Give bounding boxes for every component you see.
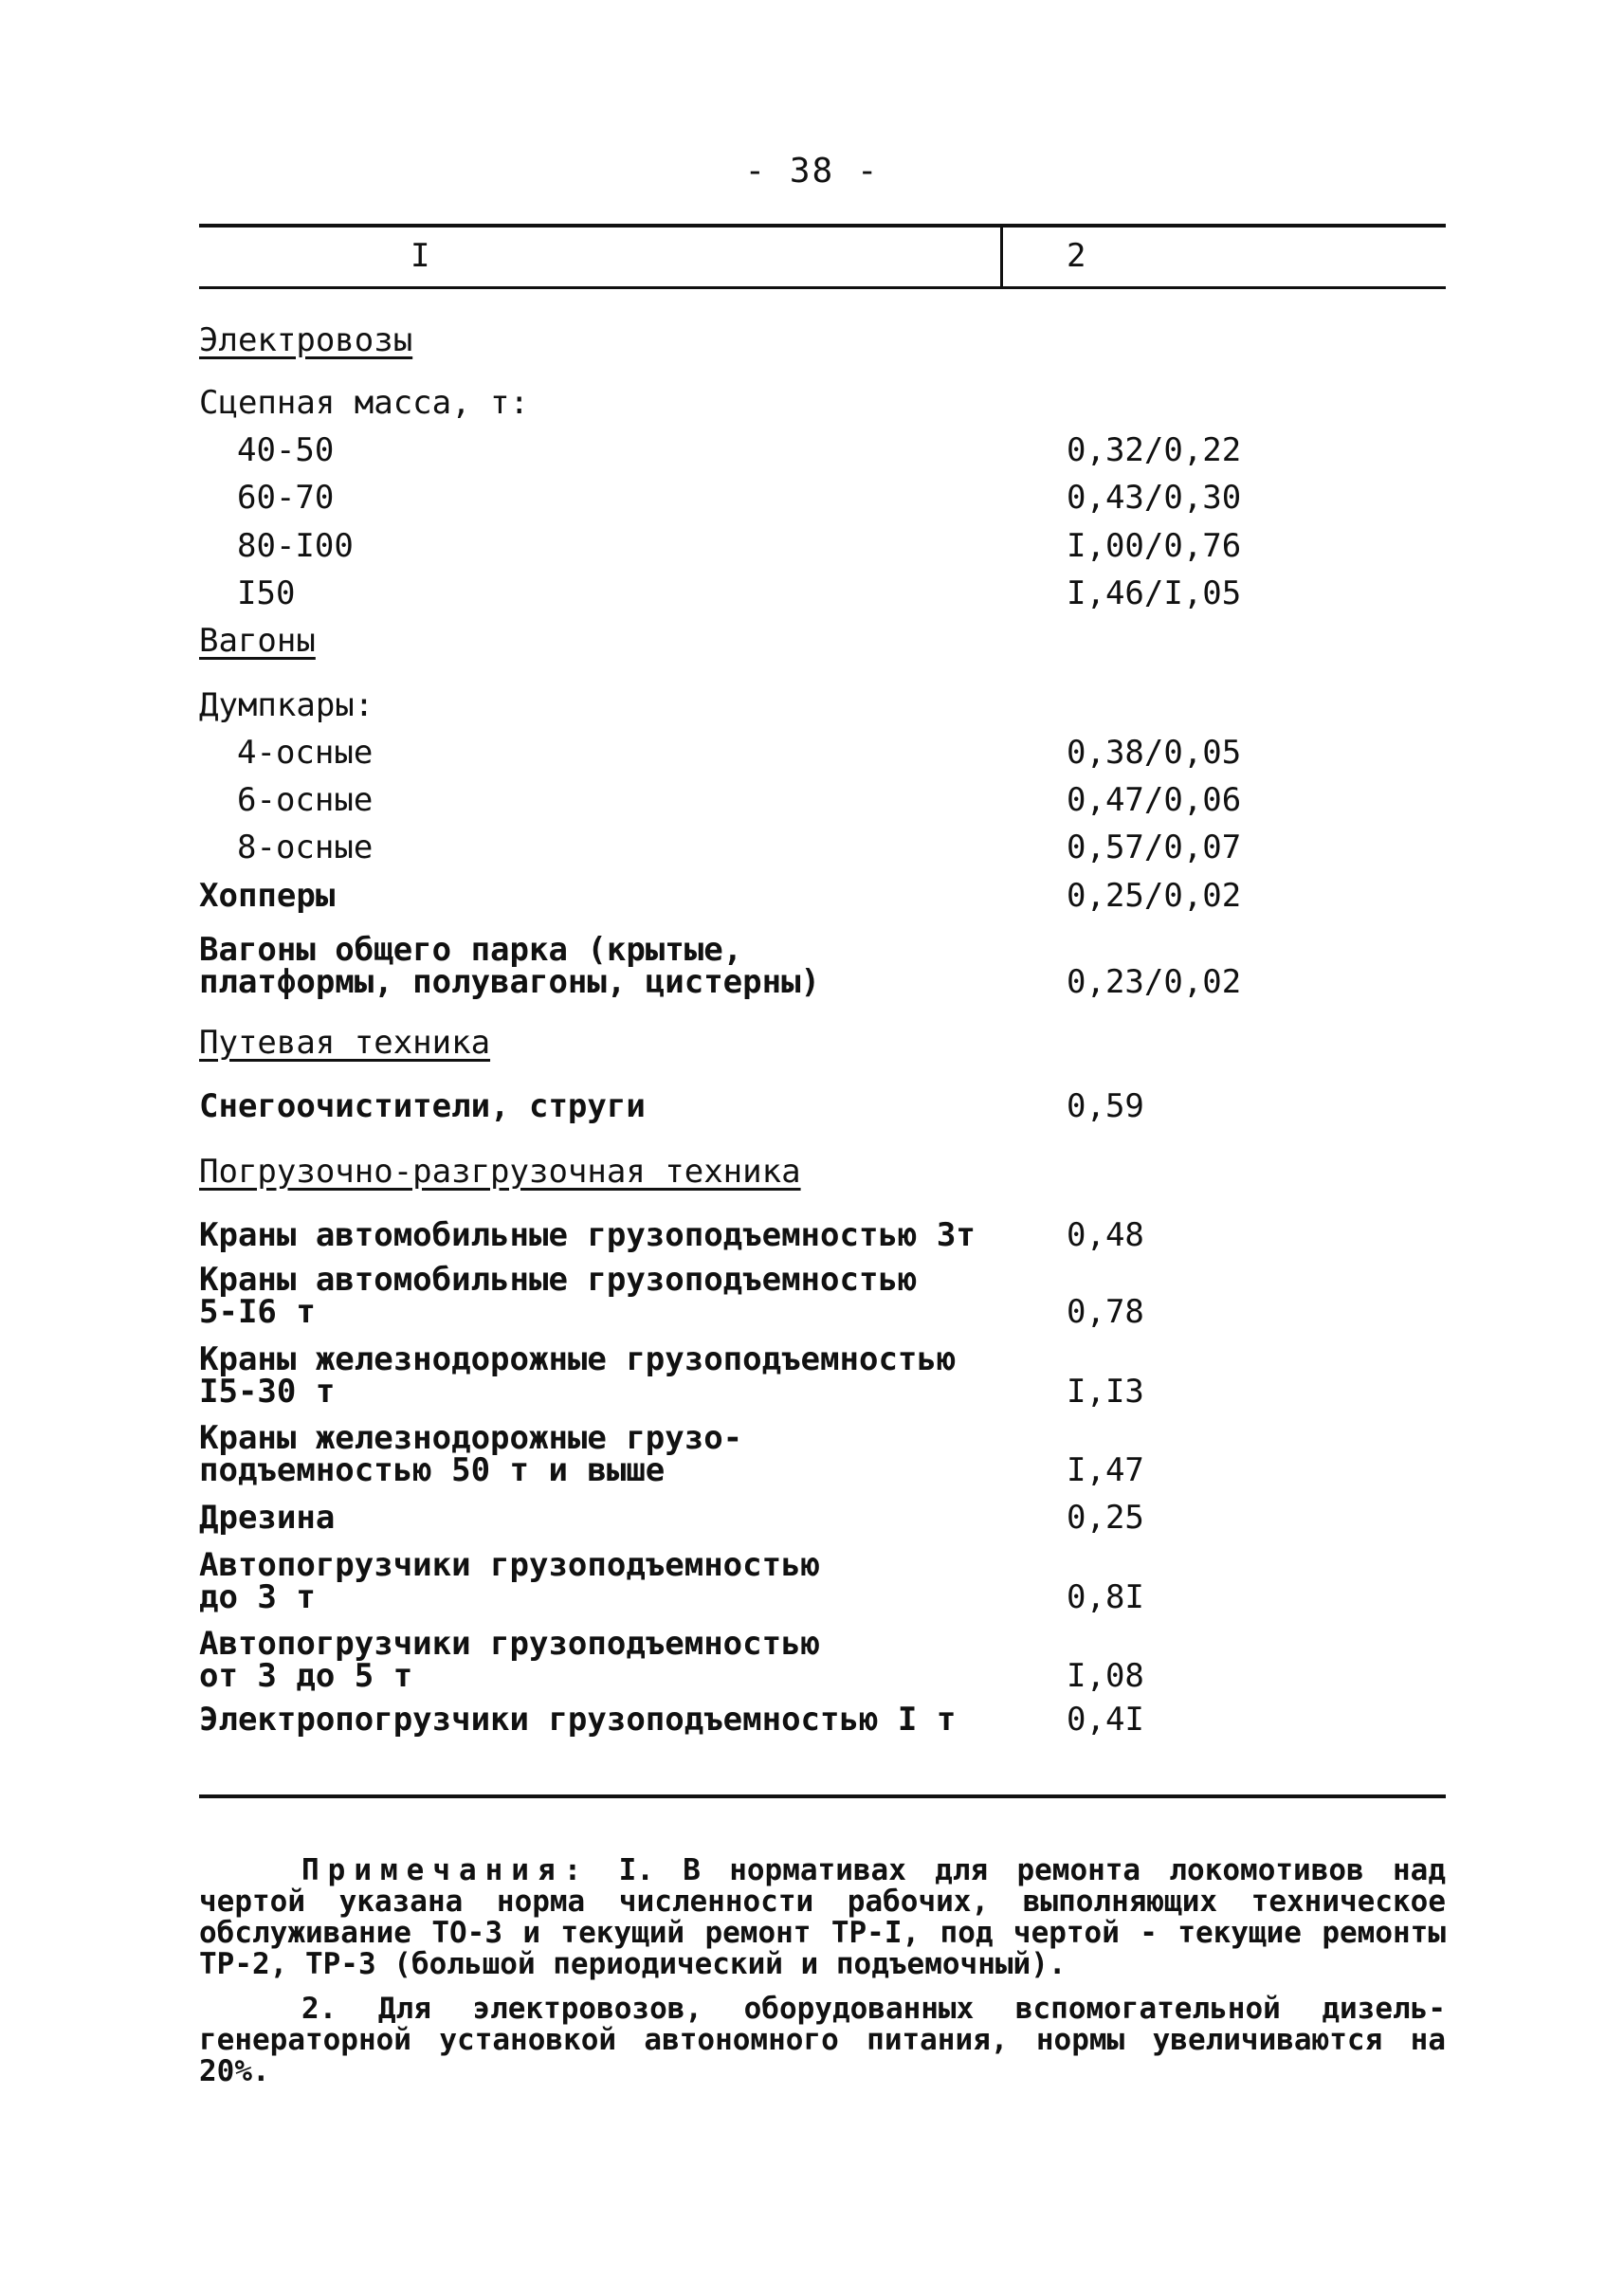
table-bottom-rule	[199, 1794, 1446, 1798]
row-value: 0,48	[1067, 1216, 1144, 1254]
note-1-text: I. В нормативах для ремонта локомотивов над чертой указана норма численности рабочих, выполняющих техническое обслуживание ТО-3 и текущий ремонт ТР-I, под чертой - текущие ремонты ТР-2, ТР-3 (большой периодический и подъемочный).	[199, 1853, 1446, 1981]
row-value: 0,78	[1067, 1293, 1144, 1331]
section-heading: Путевая техника	[199, 1024, 491, 1062]
row-value: 0,8I	[1067, 1578, 1144, 1616]
row-label: Вагоны общего парка (крытые, платформы, полувагоны, цистерны)	[199, 931, 821, 1001]
row-value: I,I3	[1067, 1373, 1144, 1411]
row-value: I,46/I,05	[1067, 574, 1242, 612]
row-value: 0,47/0,06	[1067, 781, 1242, 819]
row-label: Краны железнодорожные грузо- подъемностью 50 т и выше	[199, 1419, 743, 1489]
notes	[199, 1855, 1446, 2087]
section-heading: Электровозы	[199, 321, 413, 359]
section-heading: Вагоны	[199, 622, 316, 660]
row-value: 0,59	[1067, 1087, 1144, 1125]
row-label: Автопогрузчики грузоподъемностью от 3 до 5 т	[199, 1625, 821, 1695]
row-label: 4-осные	[237, 734, 374, 772]
row-value: 0,57/0,07	[1067, 829, 1242, 866]
row-value: I,47	[1067, 1451, 1144, 1489]
row-label: Дрезина	[199, 1499, 336, 1537]
row-value: 0,23/0,02	[1067, 963, 1242, 1001]
row-label: Думпкары:	[199, 686, 374, 724]
row-label: Сцепная масса, т:	[199, 384, 529, 422]
row-value: I,00/0,76	[1067, 527, 1242, 565]
row-value: 0,32/0,22	[1067, 431, 1242, 469]
table-top-rule	[199, 224, 1446, 228]
row-label: Краны автомобильные грузоподъемностью 5-I6 т	[199, 1261, 918, 1331]
row-label: Краны железнодорожные грузоподъемностью I5-30 т	[199, 1340, 957, 1411]
row-label: Краны автомобильные грузоподъемностью 3т	[199, 1216, 976, 1254]
page-number: - 38 -	[744, 152, 880, 191]
note-2	[199, 1994, 1446, 2087]
column-header-2: 2	[1067, 237, 1086, 275]
row-value: 0,25/0,02	[1067, 877, 1242, 915]
note-1	[199, 1855, 1446, 1980]
row-label: 6-осные	[237, 781, 374, 819]
row-label: 80-I00	[237, 527, 354, 565]
row-label: Снегоочистители, струги	[199, 1087, 646, 1125]
row-value: I,08	[1067, 1657, 1144, 1695]
row-label: 8-осные	[237, 829, 374, 866]
row-label: Автопогрузчики грузоподъемностью до 3 т	[199, 1546, 821, 1616]
row-value: 0,25	[1067, 1499, 1144, 1537]
row-value: 0,4I	[1067, 1701, 1144, 1739]
row-label: 60-70	[237, 479, 335, 517]
column-header-1: I	[411, 237, 430, 275]
table-header-rule	[199, 286, 1446, 289]
row-label: 40-50	[237, 431, 335, 469]
row-label: Хопперы	[199, 877, 336, 915]
column-divider	[1000, 224, 1003, 289]
note-2-text: 2. Для электровозов, оборудованных вспомогательной дизель-генераторной установкой автономного питания, нормы увеличиваются на 20%.	[199, 1992, 1446, 2088]
row-value: 0,38/0,05	[1067, 734, 1242, 772]
row-label: Электропогрузчики грузоподъемностью I т	[199, 1701, 957, 1739]
section-heading: Погрузочно-разгрузочная техника	[199, 1153, 801, 1191]
notes-title: Примечания:	[301, 1853, 591, 1887]
row-label: I50	[237, 574, 296, 612]
row-value: 0,43/0,30	[1067, 479, 1242, 517]
